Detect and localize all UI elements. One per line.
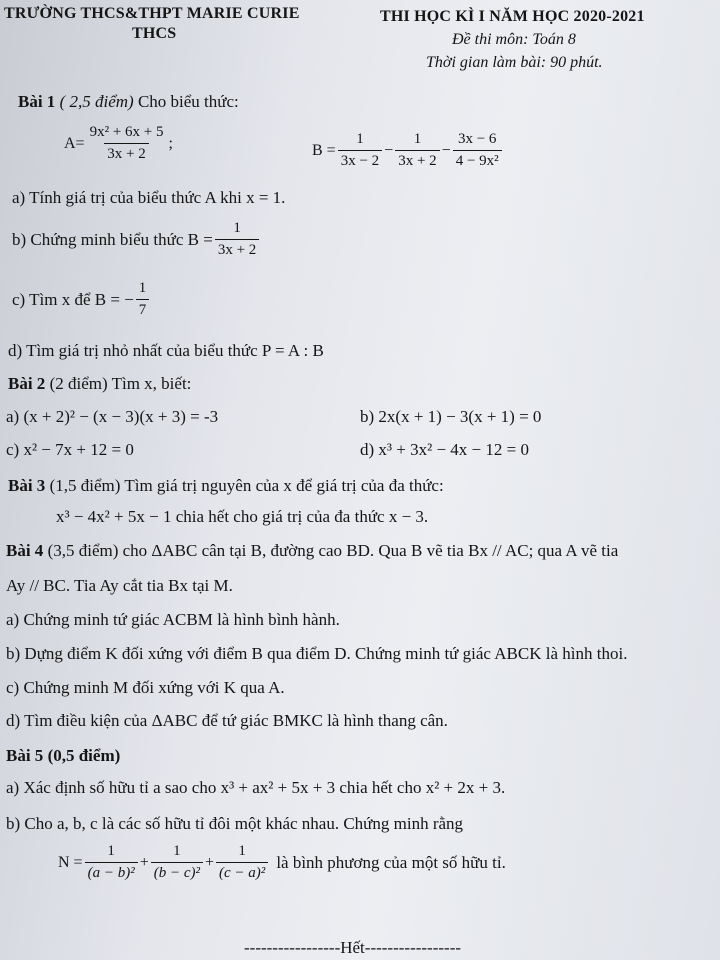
bai1-part-c: c) Tìm x để B = − $\frac{1}{7}$ xyxy=(12,280,151,319)
bai4-part-c: c) Chứng minh M đối xứng với K qua A. xyxy=(6,678,285,697)
bai1-part-b: b) Chứng minh biểu thức B = $\frac{1}{3x + 2}$ xyxy=(12,220,261,259)
bai5-part-a: a) Xác định số hữu tỉ a sao cho x³ + ax² + 5x + 3 chia hết cho x² + 2x + 3. xyxy=(6,778,506,797)
bai3-expression: x³ − 4x² + 5x − 1 chia hết cho giá trị của đa thức x − 3. xyxy=(56,507,429,526)
exam-subject: Đề thi môn: Toán 8 xyxy=(452,31,576,48)
bai2-part-c: c) x² − 7x + 12 = 0 xyxy=(6,440,134,459)
bai3-heading: Bài 3 (1,5 điểm) Tìm giá trị nguyên của x để giá trị của đa thức: xyxy=(8,476,444,495)
bai5-heading: Bài 5 (0,5 điểm) xyxy=(6,746,121,765)
expression-N: N = $\frac{1}{\text{(a − b)²}}$ + $\frac{1}{\text{(b − c)²}}$ + $\frac{1}{\text{(c − a)²}}$ là bình phương của một số hữu tỉ. xyxy=(58,843,506,881)
exam-duration: Thời gian làm bài: 90 phút. xyxy=(426,54,603,71)
bai1-part-a: a) Tính giá trị của biểu thức A khi x = 1. xyxy=(12,188,286,207)
bai4-line2: Ay // BC. Tia Ay cắt tia Bx tại M. xyxy=(6,576,233,595)
bai4-part-d: d) Tìm điều kiện của ΔABC để tứ giác BMKC là hình thang cân. xyxy=(6,711,448,730)
bai2-part-b: b) 2x(x + 1) − 3(x + 1) = 0 xyxy=(360,407,542,426)
bai1-heading: Bài 1 ( 2,5 điểm) Cho biểu thức: xyxy=(18,92,239,111)
bai2-part-a: a) (x + 2)² − (x − 3)(x + 3) = -3 xyxy=(6,407,219,426)
bai5-part-b: b) Cho a, b, c là các số hữu tỉ đôi một khác nhau. Chứng minh rằng xyxy=(6,814,464,833)
expression-A: A= $\frac{\text{9x² + 6x + 5}}{3x + 2}$ ; xyxy=(64,124,173,162)
exam-title: THI HỌC KÌ I NĂM HỌC 2020-2021 xyxy=(380,8,645,25)
bai2-heading: Bài 2 (2 điểm) Tìm x, biết: xyxy=(8,374,192,393)
school-level: THCS xyxy=(132,25,177,42)
bai4-part-a: a) Chứng minh tứ giác ACBM là hình bình hành. xyxy=(6,610,340,629)
bai1-part-d: d) Tìm giá trị nhỏ nhất của biểu thức P = A : B xyxy=(8,341,324,360)
bai2-part-d: d) x³ + 3x² − 4x − 12 = 0 xyxy=(360,440,529,459)
bai4-part-b: b) Dựng điểm K đối xứng với điểm B qua điểm D. Chứng minh tứ giác ABCK là hình thoi. xyxy=(6,644,628,663)
expression-B: B = $\frac{1}{3x - 2}$ − $\frac{1}{3x + 2}$ − $\frac{3x - 6}{\text{4 − 9x²}}$ xyxy=(312,131,504,170)
school-name: TRƯỜNG THCS&THPT MARIE CURIE xyxy=(4,5,300,22)
bai4-heading: Bài 4 (3,5 điểm) cho ΔABC cân tại B, đường cao BD. Qua B vẽ tia Bx // AC; qua A vẽ tia xyxy=(6,541,619,560)
end-marker: -----------------Hết----------------- xyxy=(244,938,462,957)
